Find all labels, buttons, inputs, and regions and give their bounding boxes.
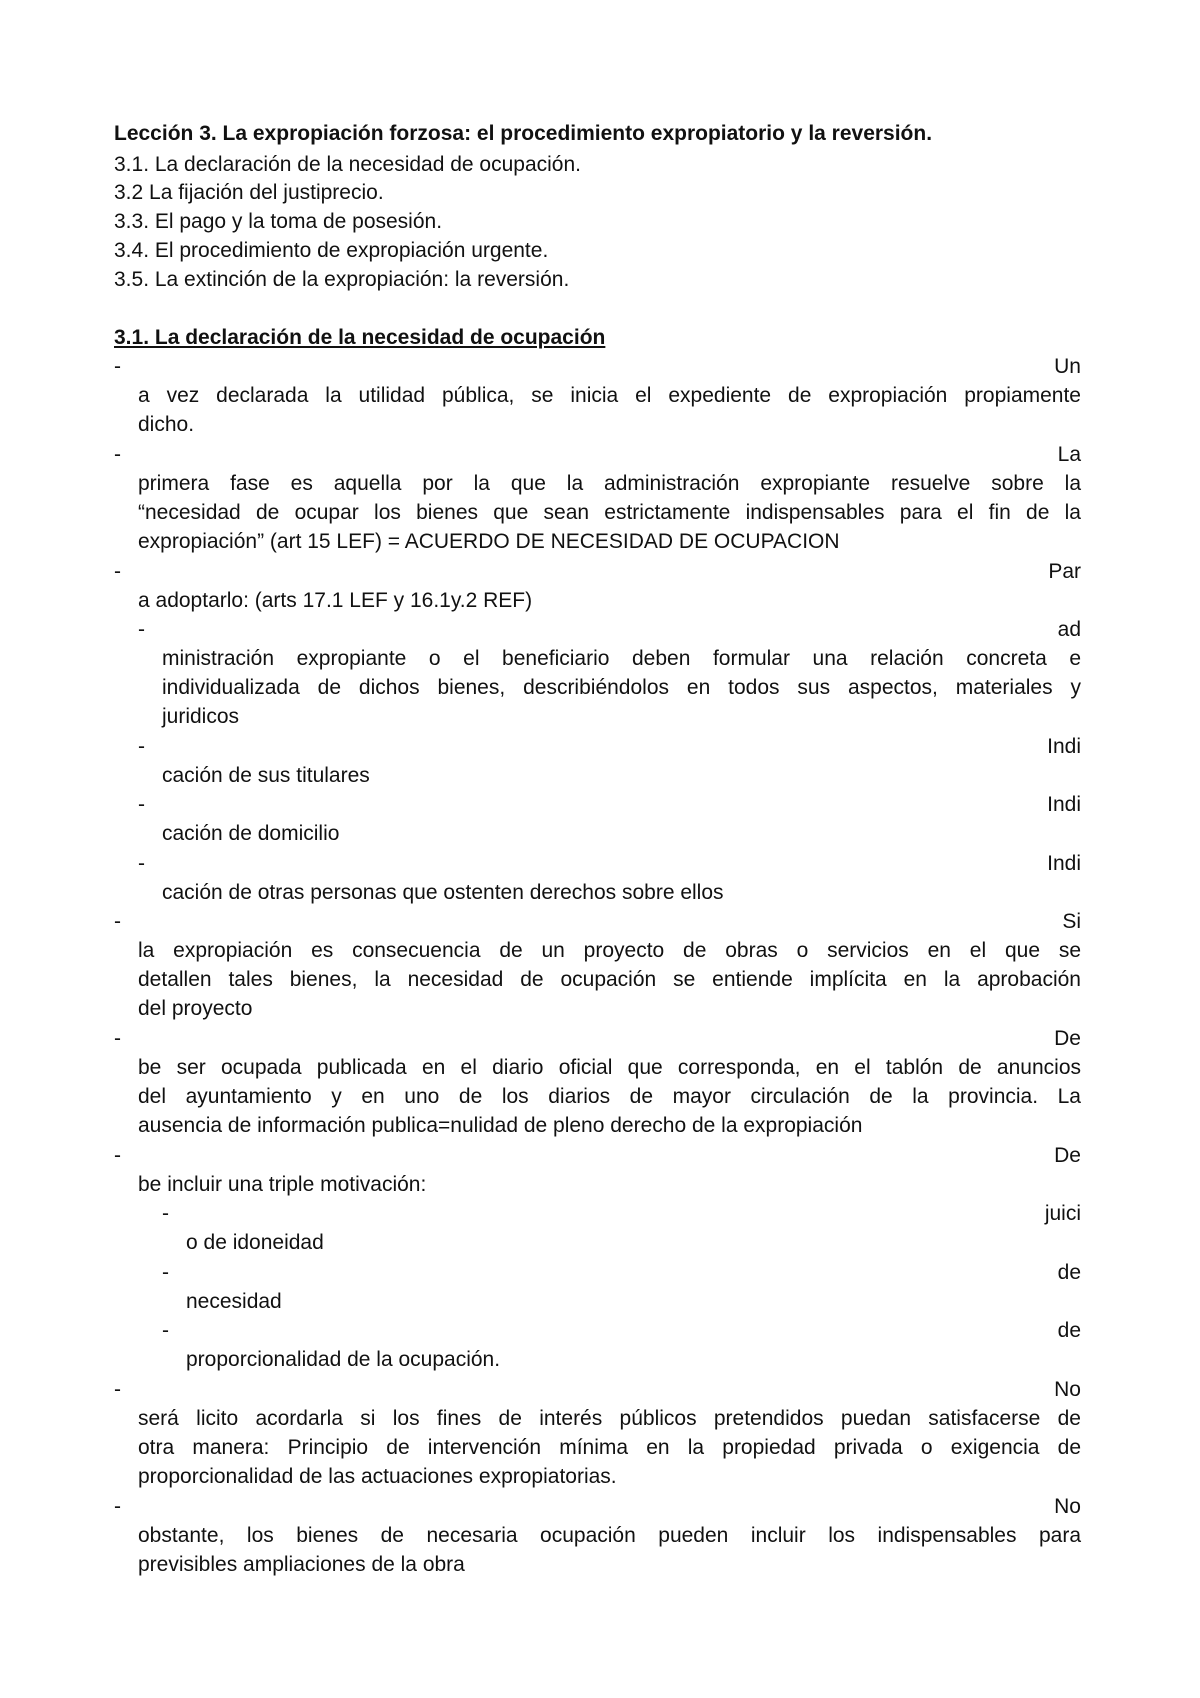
paragraph-line: “necesidad de ocupar los bienes que sean estrictamente indispensables para el fin de la [138,501,1081,524]
paragraph-line: cación de sus titulares [162,764,370,787]
bullet-dash: - [114,560,121,583]
paragraph-line: del ayuntamiento y en uno de los diarios de mayor circulación de la provincia. La [138,1085,1081,1108]
bullet-word-fragment: de [1057,1261,1081,1284]
sub-bullet-dash: - [138,735,145,758]
paragraph-line: o de idoneidad [186,1231,324,1254]
sub-bullet-dash: - [162,1319,169,1342]
bullet-word-fragment: Indi [1047,852,1081,875]
paragraph-line: previsibles ampliaciones de la obra [138,1553,465,1576]
bullet-word-fragment: juici [1044,1202,1081,1225]
paragraph-line: ministración expropiante o el beneficiario deben formular una relación concreta e [162,647,1081,670]
bullet-word-fragment: Un [1054,355,1081,378]
lesson-title: Lección 3. La expropiación forzosa: el procedimiento expropiatorio y la reversión. [114,122,933,145]
paragraph-line: cación de domicilio [162,822,340,845]
paragraph-line: será licito acordarla si los fines de interés públicos pretendidos puedan satisfacerse de [138,1407,1081,1430]
bullet-word-fragment: de [1057,1319,1081,1342]
toc-item: 3.1. La declaración de la necesidad de ocupación. [114,153,582,176]
paragraph-line: obstante, los bienes de necesaria ocupación pueden incluir los indispensables para [138,1524,1081,1547]
bullet-word-fragment: Indi [1047,735,1081,758]
bullet-word-fragment: Si [1062,910,1081,933]
bullet-dash: - [114,443,121,466]
bullet-word-fragment: ad [1057,618,1081,641]
bullet-word-fragment: De [1054,1027,1081,1050]
paragraph-line: individualizada de dichos bienes, describiéndolos en todos sus aspectos, materiales y [162,676,1081,699]
toc-item: 3.4. El procedimiento de expropiación urgente. [114,239,549,262]
paragraph-line: a adoptarlo: (arts 17.1 LEF y 16.1y.2 REF) [138,589,533,612]
bullet-word-fragment: Par [1048,560,1081,583]
bullet-dash: - [114,1495,121,1518]
paragraph-line: proporcionalidad de la ocupación. [186,1348,501,1371]
toc-item: 3.3. El pago y la toma de posesión. [114,210,443,233]
paragraph-line: detallen tales bienes, la necesidad de ocupación se entiende implícita en la aprobación [138,968,1081,991]
paragraph-line: otra manera: Principio de intervención mínima en la propiedad privada o exigencia de [138,1436,1081,1459]
bullet-word-fragment: No [1054,1495,1081,1518]
toc-item: 3.5. La extinción de la expropiación: la reversión. [114,268,570,291]
paragraph-line: cación de otras personas que ostenten derechos sobre ellos [162,881,724,904]
bullet-word-fragment: Indi [1047,793,1081,816]
sub-bullet-dash: - [162,1261,169,1284]
bullet-dash: - [114,1027,121,1050]
paragraph-line: ausencia de información publica=nulidad de pleno derecho de la expropiación [138,1114,863,1137]
paragraph-line: juridicos [162,705,240,728]
paragraph-line: dicho. [138,413,195,436]
bullet-word-fragment: La [1057,443,1081,466]
bullet-dash: - [114,355,121,378]
bullet-word-fragment: De [1054,1144,1081,1167]
bullet-word-fragment: No [1054,1378,1081,1401]
paragraph-line: a vez declarada la utilidad pública, se inicia el expediente de expropiación propiamente [138,384,1081,407]
sub-bullet-dash: - [138,852,145,875]
bullet-dash: - [114,910,121,933]
sub-bullet-dash: - [138,793,145,816]
paragraph-line: be incluir una triple motivación: [138,1173,427,1196]
bullet-dash: - [114,1378,121,1401]
paragraph-line: primera fase es aquella por la que la administración expropiante resuelve sobre la [138,472,1081,495]
sub-bullet-dash: - [162,1202,169,1225]
bullet-dash: - [114,1144,121,1167]
paragraph-line: del proyecto [138,997,253,1020]
paragraph-line: be ser ocupada publicada en el diario oficial que corresponda, en el tablón de anuncios [138,1056,1081,1079]
paragraph-line: expropiación” (art 15 LEF) = ACUERDO DE NECESIDAD DE OCUPACION [138,530,840,553]
paragraph-line: necesidad [186,1290,282,1313]
paragraph-line: proporcionalidad de las actuaciones expropiatorias. [138,1465,617,1488]
section-heading: 3.1. La declaración de la necesidad de ocupación [114,326,606,349]
sub-bullet-dash: - [138,618,145,641]
toc-item: 3.2 La fijación del justiprecio. [114,181,384,204]
paragraph-line: la expropiación es consecuencia de un proyecto de obras o servicios en el que se [138,939,1081,962]
